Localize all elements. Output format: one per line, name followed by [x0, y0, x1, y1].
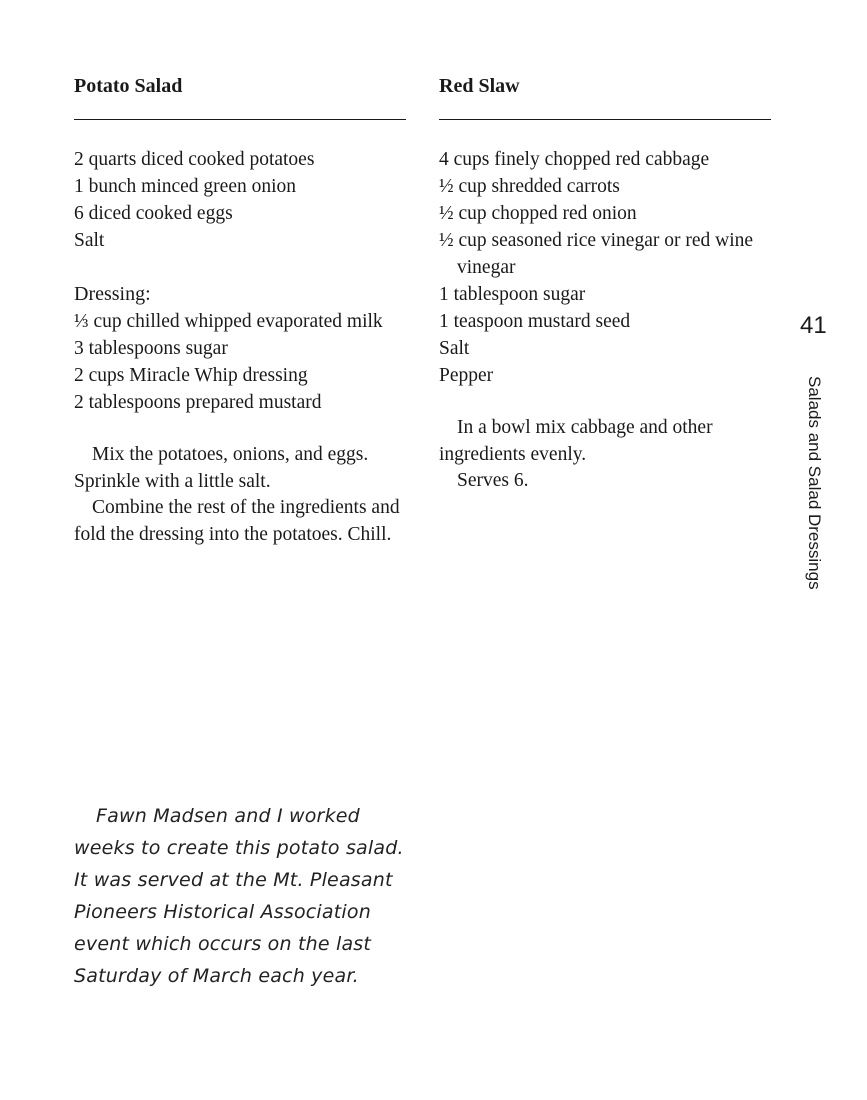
red-slaw-recipe — [439, 70, 771, 495]
title-rule — [74, 119, 406, 120]
ingredient: 4 cups finely chopped red cabbage — [439, 149, 710, 170]
dressing-heading: Dressing: — [74, 283, 151, 305]
section-title: Salads and Salad Dressings — [805, 376, 824, 590]
ingredient: ⅓ cup chilled whipped evaporated milk — [74, 311, 383, 332]
instructions — [74, 442, 406, 548]
ingredient: 2 tablespoons prepared mustard — [74, 392, 322, 413]
ingredient: ½ cup shredded carrots — [439, 176, 620, 197]
ingredient: 1 bunch minced green onion — [74, 176, 297, 197]
ingredient: Salt — [74, 230, 105, 251]
page-number: 41 — [800, 312, 827, 339]
ingredient: 1 teaspoon mustard seed — [439, 311, 631, 332]
note-text: Fawn Madsen and I worked weeks to create this potato salad. It was served at the Mt. Pleasant Pioneers Historical Association event which occurs on the last Saturday of March each year. — [74, 805, 404, 987]
ingredient: Salt — [439, 338, 470, 359]
instruction-paragraph: In a bowl mix cabbage and other ingredients evenly. — [439, 417, 713, 465]
instruction-paragraph: Combine the rest of the ingredients and fold the dressing into the potatoes. Chill. — [74, 497, 400, 545]
ingredient: 1 tablespoon sugar — [439, 284, 586, 305]
instructions — [439, 415, 771, 495]
ingredient: 3 tablespoons sugar — [74, 338, 228, 359]
ingredient: Pepper — [439, 365, 494, 386]
instruction-paragraph: Mix the potatoes, onions, and eggs. Sprinkle with a little salt. — [74, 444, 369, 492]
ingredient: ½ cup seasoned rice vinegar or red wine vinegar — [439, 230, 754, 278]
recipe-title: Red Slaw — [439, 75, 520, 97]
instruction-paragraph: Serves 6. — [457, 470, 529, 491]
handwritten-note — [74, 800, 414, 992]
potato-salad-recipe — [74, 70, 406, 548]
ingredient: 6 diced cooked eggs — [74, 203, 233, 224]
title-rule — [439, 119, 771, 120]
dressing-list — [74, 308, 406, 416]
ingredient-list — [74, 146, 406, 254]
ingredient: ½ cup chopped red onion — [439, 203, 637, 224]
ingredient-list — [439, 146, 771, 389]
ingredient: 2 cups Miracle Whip dressing — [74, 365, 308, 386]
recipe-title: Potato Salad — [74, 75, 183, 97]
ingredient: 2 quarts diced cooked potatoes — [74, 149, 315, 170]
